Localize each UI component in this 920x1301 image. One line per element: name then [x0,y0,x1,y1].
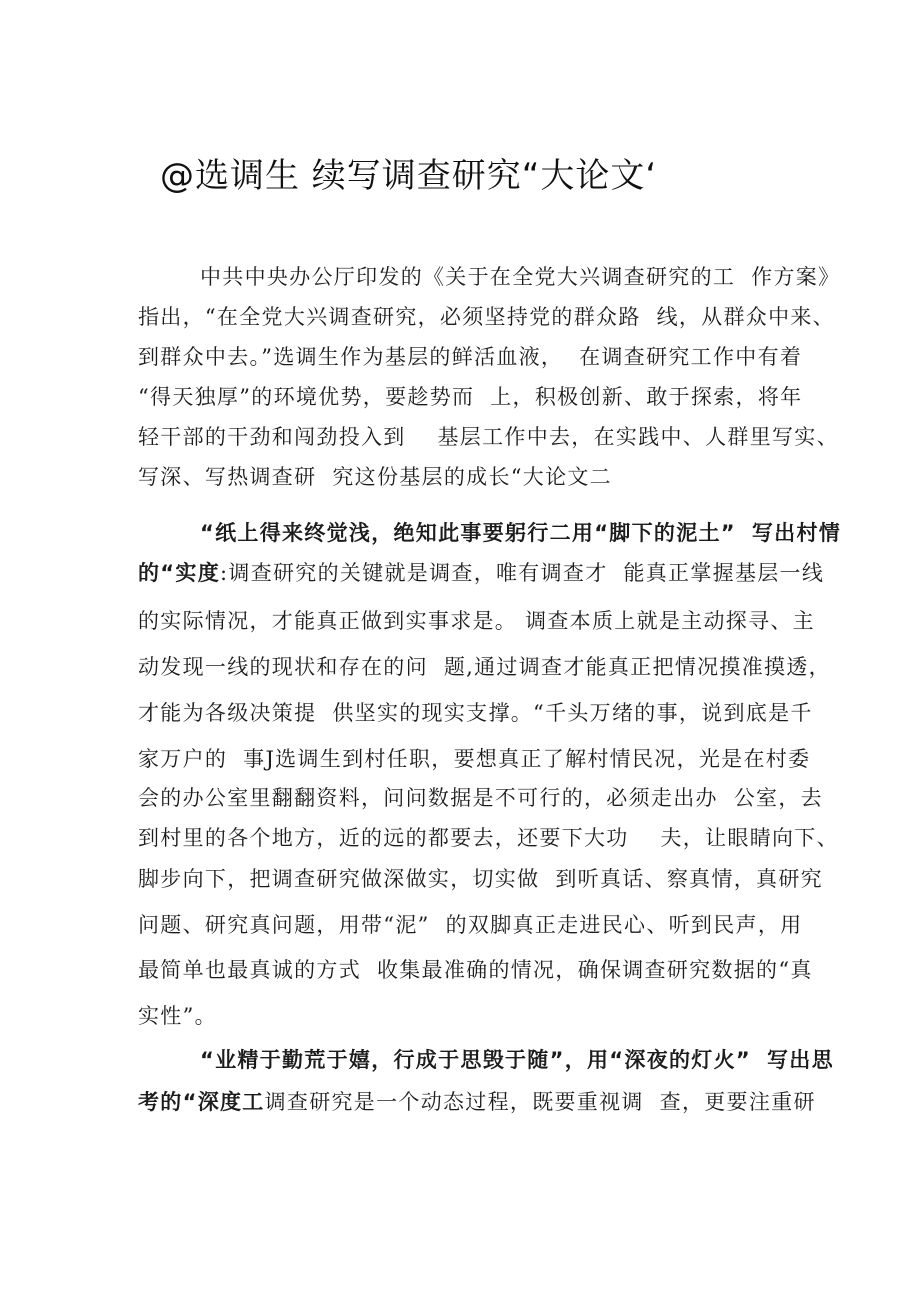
paragraph-2-line: 会的办公室里翻翻资料，问问数据是不可行的，必须走出办 公室，去 [138,786,823,810]
paragraph-1-line: 轻干部的干劲和闯劲投入到 基层工作中去，在实践中、人群里写实、 [138,425,839,449]
document-title: @选调生 续写调查研究“大论文‘ [160,156,658,196]
paragraph-3-heading-end: 考的“深度工 [138,1090,265,1114]
paragraph-1-line: 指出，“在全党大兴调查研究，必须坚持党的群众路 线，从群众中来、 [138,305,835,329]
paragraph-2-line: 家万户的 事J选调生到村任职，要想真正了解村情民况，光是在村委 [138,747,811,771]
paragraph-2-line: 实性”。 [138,1004,217,1028]
paragraph-2-heading: “纸上得来终觉浅，绝知此事要躬行二用“脚下的泥土” [200,521,736,545]
paragraph-2-line: 的实际情况，才能真正做到实事求是。 调查本质上就是主动探寻、主 [138,609,815,633]
paragraph-2-heading-end: 的“实度 [138,561,221,585]
paragraph-3-line [138,1090,816,1114]
heading-gap [751,1048,767,1072]
paragraph-1-line: 到群众中去。”选调生作为基层的鲜活血液， 在调查研究工作中有着 [138,345,803,369]
paragraph-2-line: 脚步向下，把调查研究做深做实，切实做 到听真话、察真情，真研究 [138,867,823,891]
paragraph-3-heading-line [200,1048,834,1072]
paragraph-3-text: 调查研究是一个动态过程，既要重视调 查，更要注重研 [264,1090,816,1114]
paragraph-2-heading-line [200,521,841,545]
paragraph-2-line: 到村里的各个地方，近的远的都要去，还要下大功 夫，让眼睛向下、 [138,826,839,850]
paragraph-2-line: 最简单也最真诚的方式 收集最准确的情况，确保调查研究数据的“真 [138,958,813,982]
paragraph-3-heading-tail: 写出思 [766,1048,834,1072]
paragraph-2-line [138,561,824,585]
paragraph-3-heading: “业精于勤荒于嬉，行成于思毁于随”，用“深夜的灯火” [200,1048,752,1072]
paragraph-1-line: “得天独厚”的环境优势，要趁势而 上，积极创新、敢于探索，将年 [138,385,803,409]
paragraph-2-line: 动发现一线的现状和存在的问 题,通过调查才能真正把情况摸准摸透， [138,655,831,679]
paragraph-2-text: :调查研究的关键就是调查，唯有调查才 能真正掌握基层一线 [220,561,825,585]
paragraph-2-line: 问题、研究真问题，用带“泥” 的双脚真正走进民心、听到民声，用 [138,913,803,937]
paragraph-1-line: 写深、写热调查研 究这份基层的成长“大论文二 [138,465,612,489]
paragraph-1-line: 中共中央办公厅印发的《关于在全党大兴调查研究的工 作方案》 [200,265,841,289]
heading-gap [736,521,752,545]
paragraph-2-heading-tail: 写出村情 [751,521,842,545]
paragraph-2-line: 才能为各级决策提 供坚实的现实支撑。“千头万绪的事，说到底是千 [138,701,813,725]
